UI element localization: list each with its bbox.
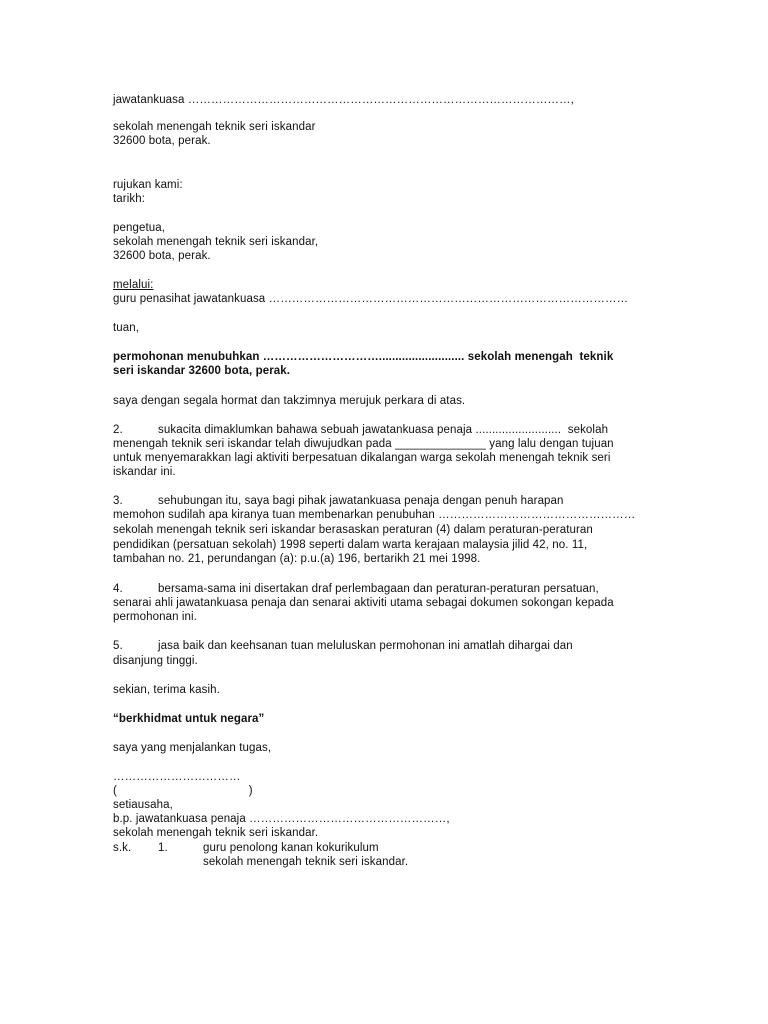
paragraph-line: sehubungan itu, saya bagi pihak jawatankuasa penaja dengan penuh harapan xyxy=(158,495,564,507)
paragraph-number: 5. xyxy=(113,640,123,652)
paragraph-line: jasa baik dan keehsanan tuan meluluskan permohonan ini amatlah dihargai dan xyxy=(158,640,573,652)
sender-school: sekolah menengah teknik seri iskandar xyxy=(113,121,316,133)
paragraph-number: 2. xyxy=(113,424,123,436)
signature-on-behalf: b.p. jawatankuasa penaja ……………………………………………, xyxy=(113,813,450,825)
advisor-line: guru penasihat jawatankuasa ………………………………………………………………………………… xyxy=(113,293,629,305)
recipient-postcode: 32600 bota, perak. xyxy=(113,250,211,262)
paragraph-number: 4. xyxy=(113,583,123,595)
signature-role: setiausaha, xyxy=(113,799,173,811)
opening-paragraph: saya dengan segala hormat dan takzimnya merujuk perkara di atas. xyxy=(113,395,466,407)
paragraph-line: bersama-sama ini disertakan draf perlembagaan dan peraturan-peraturan persatuan, xyxy=(158,583,599,595)
recipient-school: sekolah menengah teknik seri iskandar, xyxy=(113,236,319,248)
duty-line: saya yang menjalankan tugas, xyxy=(113,742,272,754)
sender-postcode: 32600 bota, perak. xyxy=(113,135,211,147)
signature-dots: …………………………… xyxy=(113,771,241,783)
cc-number: 1. xyxy=(158,842,168,854)
signature-school: sekolah menengah teknik seri iskandar. xyxy=(113,827,319,839)
paragraph-line: pendidikan (persatuan sekolah) 1998 seperti dalam warta kerajaan malaysia jilid 42, no. 11, xyxy=(113,539,588,551)
motto: “berkhidmat untuk negara” xyxy=(113,713,265,725)
paragraph-line: permohonan ini. xyxy=(113,611,197,623)
reference-label: rujukan kami: xyxy=(113,179,183,191)
via-label: melalui: xyxy=(113,279,154,291)
paragraph-line: tambahan no. 21, perundangan (a): p.u.(a) 196, bertarikh 21 mei 1998. xyxy=(113,553,481,565)
paragraph-line: memohon sudilah apa kiranya tuan membenarkan penubuhan …………………………………………… xyxy=(113,509,636,521)
paragraph-line: disanjung tinggi. xyxy=(113,655,198,667)
paragraph-line: senarai ahli jawatankuasa penaja dan senarai aktiviti utama sebagai dokumen sokongan kepada xyxy=(113,597,614,609)
recipient-title: pengetua, xyxy=(113,222,166,234)
date-label: tarikh: xyxy=(113,193,146,205)
cc-label: s.k. xyxy=(113,842,132,854)
committee-line: jawatankuasa ………………………………………………………………………………………, xyxy=(113,94,574,106)
closing-thanks: sekian, terima kasih. xyxy=(113,684,220,696)
paragraph-number: 3. xyxy=(113,495,123,507)
cc-line-1: guru penolong kanan kokurikulum xyxy=(203,842,379,854)
subject-line-1: permohonan menubuhkan ………………………….......................... sekolah menengah teknik xyxy=(113,351,614,363)
subject-line-2: seri iskandar 32600 bota, perak. xyxy=(113,365,291,377)
cc-line-2: sekolah menengah teknik seri iskandar. xyxy=(203,856,409,868)
paragraph-line: sukacita dimaklumkan bahawa sebuah jawatankuasa penaja .......................... sekolah xyxy=(158,424,609,436)
salutation: tuan, xyxy=(113,322,140,334)
paragraph-line: untuk menyemarakkan lagi aktiviti berpesatuan dikalangan warga sekolah menengah teknik seri xyxy=(113,452,611,464)
paragraph-line: menengah teknik seri iskandar telah diwujudkan pada ______________ yang lalu dengan tujuan xyxy=(113,438,614,450)
paragraph-line: sekolah menengah teknik seri iskandar berasaskan peraturan (4) dalam peraturan-peraturan xyxy=(113,524,593,536)
signature-bracket: ( ) xyxy=(113,785,253,797)
paragraph-line: iskandar ini. xyxy=(113,466,176,478)
